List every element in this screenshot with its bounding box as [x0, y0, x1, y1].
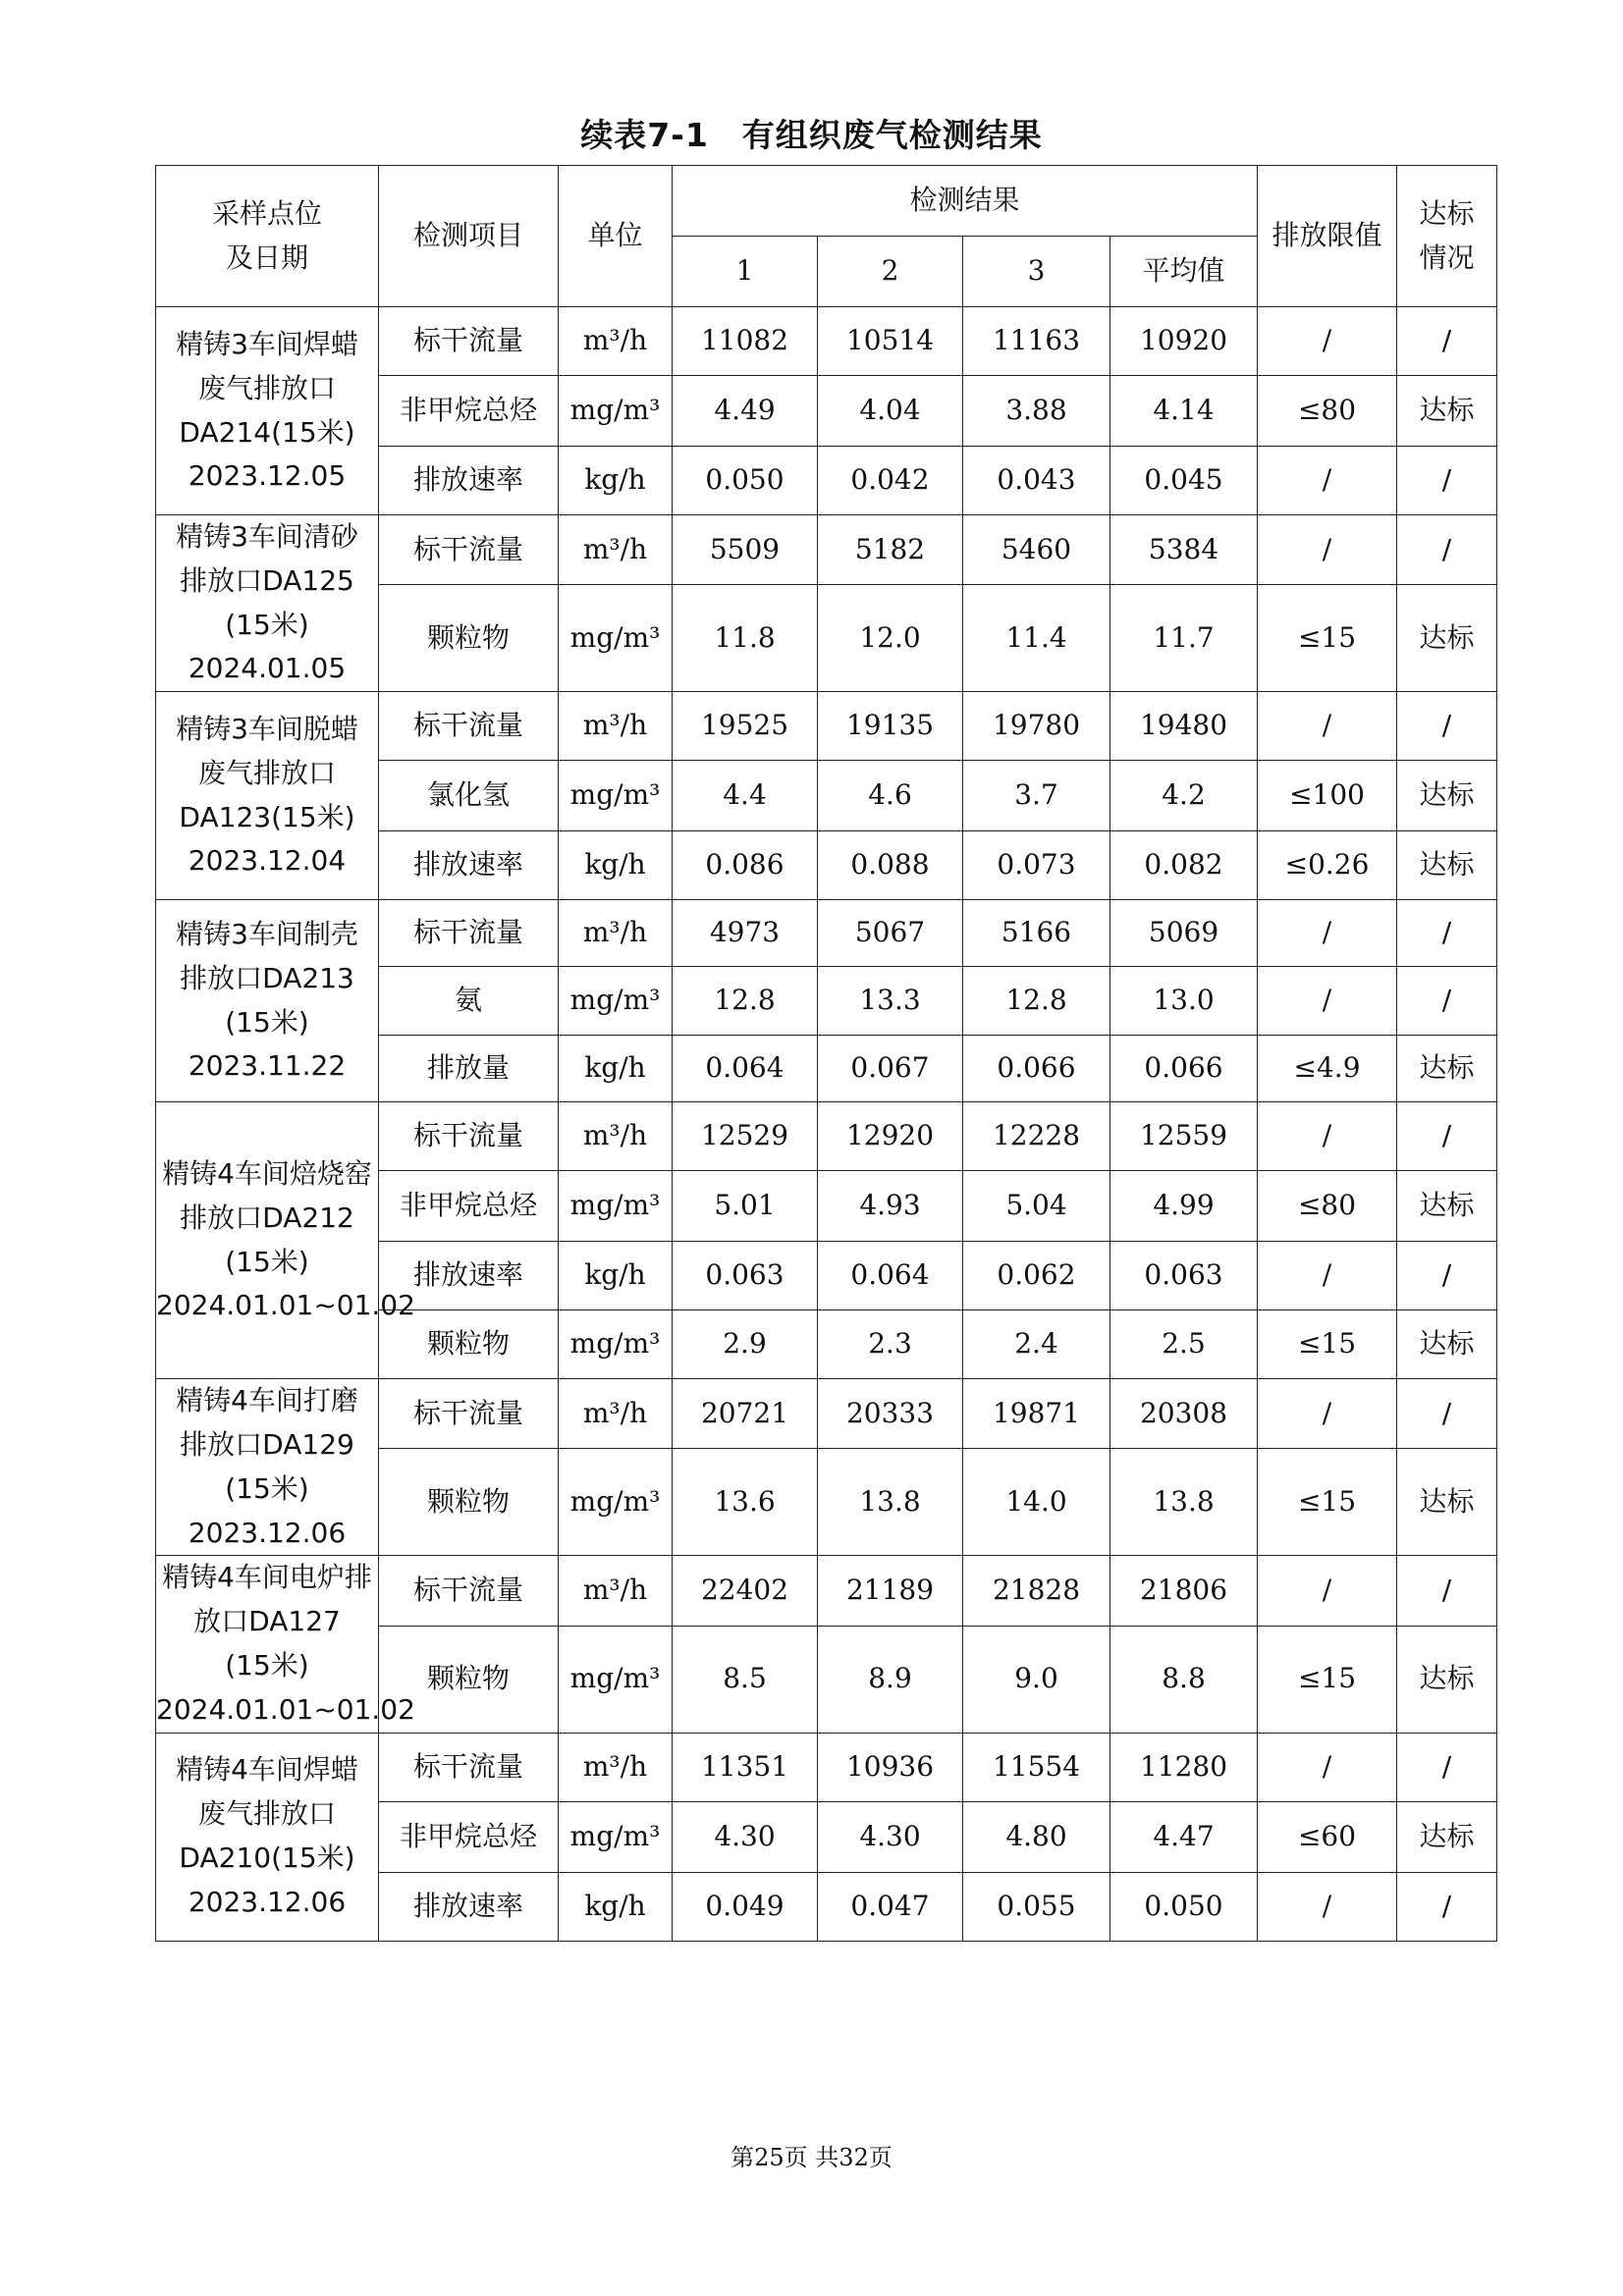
- limit-cell: ≤15: [1258, 585, 1397, 692]
- average-cell: 10920: [1110, 307, 1258, 376]
- status-cell: 达标: [1397, 831, 1497, 900]
- location-line: 废气排放口: [197, 1797, 336, 1831]
- value-cell-2: 12920: [818, 1102, 963, 1171]
- value-cell-3: 19871: [963, 1379, 1110, 1449]
- limit-cell: /: [1258, 900, 1397, 967]
- header-results: 检测结果: [673, 166, 1258, 237]
- item-cell: 标干流量: [379, 515, 559, 585]
- header-status-line1: 达标: [1419, 196, 1475, 230]
- page-title: 续表7-1 有组织废气检测结果: [580, 116, 1043, 154]
- status-cell: /: [1397, 900, 1497, 967]
- location-line: (15米): [225, 1245, 309, 1278]
- value-cell-2: 4.6: [818, 761, 963, 831]
- limit-cell: ≤80: [1258, 376, 1397, 447]
- location-line: 精铸4车间打磨: [176, 1384, 358, 1417]
- value-cell-3: 3.7: [963, 761, 1110, 831]
- status-cell: /: [1397, 447, 1497, 515]
- unit-cell: mg/m³: [559, 761, 673, 831]
- value-cell-1: 4.30: [673, 1801, 818, 1872]
- value-cell-1: 0.049: [673, 1872, 818, 1941]
- unit-cell: kg/h: [559, 1242, 673, 1310]
- value-cell-3: 4.80: [963, 1801, 1110, 1872]
- item-cell: 排放速率: [379, 831, 559, 900]
- header-unit: 单位: [559, 166, 673, 307]
- value-cell-3: 11.4: [963, 585, 1110, 692]
- sampling-location-cell: [156, 692, 379, 900]
- value-cell-3: 5166: [963, 900, 1110, 967]
- unit-cell: mg/m³: [559, 1310, 673, 1379]
- limit-cell: /: [1258, 1102, 1397, 1171]
- limit-cell: ≤15: [1258, 1310, 1397, 1379]
- value-cell-3: 11163: [963, 307, 1110, 376]
- location-line: 放口DA127: [193, 1605, 341, 1638]
- unit-cell: m³/h: [559, 692, 673, 761]
- location-line: DA210(15米): [179, 1842, 355, 1875]
- item-cell: 非甲烷总烃: [379, 1801, 559, 1872]
- value-cell-2: 5067: [818, 900, 963, 967]
- header-sample-point-line2: 及日期: [225, 240, 308, 274]
- unit-cell: mg/m³: [559, 1449, 673, 1556]
- unit-cell: mg/m³: [559, 967, 673, 1036]
- item-cell: 标干流量: [379, 1733, 559, 1801]
- sampling-location-cell: [156, 1102, 415, 1379]
- location-line: 2024.01.01~01.02: [156, 1692, 415, 1726]
- status-cell: 达标: [1397, 761, 1497, 831]
- location-line: 2024.01.01~01.02: [156, 1289, 415, 1322]
- value-cell-1: 11.8: [673, 585, 818, 692]
- value-cell-3: 0.073: [963, 831, 1110, 900]
- table-row: [156, 900, 1497, 967]
- value-cell-3: 14.0: [963, 1449, 1110, 1556]
- unit-cell: kg/h: [559, 447, 673, 515]
- average-cell: 19480: [1110, 692, 1258, 761]
- value-cell-1: 0.063: [673, 1242, 818, 1310]
- value-cell-3: 11554: [963, 1733, 1110, 1801]
- table-header: [156, 166, 1497, 307]
- item-cell: 颗粒物: [379, 1626, 559, 1733]
- value-cell-3: 3.88: [963, 376, 1110, 447]
- item-cell: 排放量: [379, 1036, 559, 1102]
- unit-cell: m³/h: [559, 307, 673, 376]
- item-cell: 排放速率: [379, 1242, 559, 1310]
- header-avg: 平均值: [1110, 237, 1258, 307]
- limit-cell: ≤15: [1258, 1449, 1397, 1556]
- value-cell-1: 11082: [673, 307, 818, 376]
- average-cell: 4.99: [1110, 1171, 1258, 1242]
- average-cell: 4.47: [1110, 1801, 1258, 1872]
- value-cell-3: 21828: [963, 1556, 1110, 1626]
- unit-cell: m³/h: [559, 1102, 673, 1171]
- value-cell-1: 4.4: [673, 761, 818, 831]
- page-footer: 第25页 共32页: [730, 2144, 893, 2171]
- location-line: 排放口DA212: [180, 1201, 354, 1234]
- value-cell-2: 0.042: [818, 447, 963, 515]
- value-cell-1: 0.064: [673, 1036, 818, 1102]
- item-cell: 颗粒物: [379, 1449, 559, 1556]
- average-cell: 21806: [1110, 1556, 1258, 1626]
- average-cell: 4.2: [1110, 761, 1258, 831]
- value-cell-3: 2.4: [963, 1310, 1110, 1379]
- unit-cell: mg/m³: [559, 376, 673, 447]
- unit-cell: mg/m³: [559, 585, 673, 692]
- value-cell-1: 5509: [673, 515, 818, 585]
- item-cell: 非甲烷总烃: [379, 376, 559, 447]
- sampling-location-cell: [156, 1556, 415, 1733]
- unit-cell: m³/h: [559, 900, 673, 967]
- location-line: (15米): [225, 608, 309, 641]
- location-line: 2023.11.22: [188, 1049, 347, 1083]
- location-line: 排放口DA125: [180, 563, 354, 597]
- limit-cell: /: [1258, 307, 1397, 376]
- average-cell: 8.8: [1110, 1626, 1258, 1733]
- value-cell-2: 4.30: [818, 1801, 963, 1872]
- item-cell: 氯化氢: [379, 761, 559, 831]
- status-cell: /: [1397, 307, 1497, 376]
- location-line: 精铸3车间脱蜡: [176, 713, 358, 746]
- limit-cell: /: [1258, 1556, 1397, 1626]
- average-cell: 0.082: [1110, 831, 1258, 900]
- table-body: [156, 307, 1497, 1942]
- value-cell-2: 13.3: [818, 967, 963, 1036]
- value-cell-3: 12228: [963, 1102, 1110, 1171]
- average-cell: 11280: [1110, 1733, 1258, 1801]
- header-limit: 排放限值: [1258, 166, 1397, 307]
- location-line: 2024.01.05: [188, 652, 347, 685]
- status-cell: 达标: [1397, 1171, 1497, 1242]
- value-cell-2: 0.064: [818, 1242, 963, 1310]
- sampling-location-cell: [156, 1733, 379, 1941]
- header-col2: 2: [818, 237, 963, 307]
- value-cell-1: 5.01: [673, 1171, 818, 1242]
- value-cell-2: 5182: [818, 515, 963, 585]
- value-cell-1: 13.6: [673, 1449, 818, 1556]
- value-cell-1: 0.086: [673, 831, 818, 900]
- value-cell-3: 0.066: [963, 1036, 1110, 1102]
- sampling-location-cell: [156, 1379, 379, 1556]
- average-cell: 5384: [1110, 515, 1258, 585]
- header-status: [1397, 166, 1497, 307]
- table-row: [156, 307, 1497, 376]
- location-line: 精铸4车间电炉排: [162, 1561, 372, 1594]
- value-cell-1: 4973: [673, 900, 818, 967]
- limit-cell: /: [1258, 515, 1397, 585]
- unit-cell: kg/h: [559, 1872, 673, 1941]
- status-cell: /: [1397, 692, 1497, 761]
- location-line: 2023.12.06: [188, 1885, 347, 1918]
- value-cell-1: 4.49: [673, 376, 818, 447]
- location-line: 2023.12.05: [188, 459, 347, 493]
- limit-cell: /: [1258, 1242, 1397, 1310]
- status-cell: /: [1397, 1102, 1497, 1171]
- value-cell-2: 13.8: [818, 1449, 963, 1556]
- limit-cell: /: [1258, 967, 1397, 1036]
- limit-cell: ≤15: [1258, 1626, 1397, 1733]
- value-cell-3: 5.04: [963, 1171, 1110, 1242]
- item-cell: 颗粒物: [379, 585, 559, 692]
- value-cell-3: 19780: [963, 692, 1110, 761]
- item-cell: 标干流量: [379, 307, 559, 376]
- unit-cell: kg/h: [559, 831, 673, 900]
- value-cell-1: 0.050: [673, 447, 818, 515]
- value-cell-2: 2.3: [818, 1310, 963, 1379]
- header-col3: 3: [963, 237, 1110, 307]
- limit-cell: /: [1258, 692, 1397, 761]
- header-col1: 1: [673, 237, 818, 307]
- unit-cell: m³/h: [559, 515, 673, 585]
- status-cell: 达标: [1397, 1036, 1497, 1102]
- status-cell: /: [1397, 1733, 1497, 1801]
- results-table: [155, 165, 1497, 1942]
- limit-cell: ≤60: [1258, 1801, 1397, 1872]
- location-line: 精铸3车间焊蜡: [176, 327, 358, 360]
- location-line: (15米): [225, 1648, 309, 1682]
- limit-cell: ≤100: [1258, 761, 1397, 831]
- table-row: [156, 1102, 1497, 1171]
- location-line: 排放口DA129: [180, 1427, 354, 1461]
- status-cell: /: [1397, 1242, 1497, 1310]
- value-cell-1: 22402: [673, 1556, 818, 1626]
- average-cell: 2.5: [1110, 1310, 1258, 1379]
- table-row: [156, 515, 1497, 585]
- value-cell-1: 12.8: [673, 967, 818, 1036]
- average-cell: 0.050: [1110, 1872, 1258, 1941]
- status-cell: 达标: [1397, 1626, 1497, 1733]
- value-cell-2: 4.04: [818, 376, 963, 447]
- location-line: 精铸3车间制壳: [176, 918, 358, 951]
- value-cell-1: 8.5: [673, 1626, 818, 1733]
- location-line: (15米): [225, 1471, 309, 1505]
- value-cell-1: 11351: [673, 1733, 818, 1801]
- item-cell: 标干流量: [379, 692, 559, 761]
- unit-cell: m³/h: [559, 1556, 673, 1626]
- status-cell: /: [1397, 1872, 1497, 1941]
- average-cell: 12559: [1110, 1102, 1258, 1171]
- average-cell: 0.063: [1110, 1242, 1258, 1310]
- average-cell: 13.0: [1110, 967, 1258, 1036]
- item-cell: 排放速率: [379, 1872, 559, 1941]
- item-cell: 标干流量: [379, 1379, 559, 1449]
- value-cell-2: 4.93: [818, 1171, 963, 1242]
- value-cell-1: 20721: [673, 1379, 818, 1449]
- value-cell-2: 19135: [818, 692, 963, 761]
- table-row: [156, 1379, 1497, 1449]
- status-cell: 达标: [1397, 1449, 1497, 1556]
- status-cell: /: [1397, 967, 1497, 1036]
- value-cell-2: 0.088: [818, 831, 963, 900]
- unit-cell: mg/m³: [559, 1801, 673, 1872]
- average-cell: 20308: [1110, 1379, 1258, 1449]
- item-cell: 标干流量: [379, 900, 559, 967]
- value-cell-2: 21189: [818, 1556, 963, 1626]
- status-cell: 达标: [1397, 1310, 1497, 1379]
- location-line: DA214(15米): [179, 415, 355, 449]
- location-line: 2023.12.04: [188, 844, 347, 878]
- value-cell-2: 10936: [818, 1733, 963, 1801]
- header-status-line2: 情况: [1419, 240, 1475, 274]
- location-line: 排放口DA213: [180, 961, 354, 994]
- item-cell: 氨: [379, 967, 559, 1036]
- header-sample-point-line1: 采样点位: [211, 196, 322, 230]
- value-cell-1: 2.9: [673, 1310, 818, 1379]
- item-cell: 标干流量: [379, 1556, 559, 1626]
- limit-cell: ≤80: [1258, 1171, 1397, 1242]
- value-cell-3: 9.0: [963, 1626, 1110, 1733]
- value-cell-2: 8.9: [818, 1626, 963, 1733]
- location-line: 精铸4车间焊蜡: [176, 1753, 358, 1787]
- table-row: [156, 1556, 1497, 1626]
- average-cell: 4.14: [1110, 376, 1258, 447]
- unit-cell: m³/h: [559, 1379, 673, 1449]
- average-cell: 13.8: [1110, 1449, 1258, 1556]
- value-cell-2: 10514: [818, 307, 963, 376]
- limit-cell: /: [1258, 1733, 1397, 1801]
- sampling-location-cell: [156, 515, 379, 692]
- average-cell: 0.066: [1110, 1036, 1258, 1102]
- table-row: [156, 1733, 1497, 1801]
- status-cell: 达标: [1397, 376, 1497, 447]
- sampling-location-cell: [156, 307, 379, 515]
- average-cell: 11.7: [1110, 585, 1258, 692]
- limit-cell: ≤4.9: [1258, 1036, 1397, 1102]
- location-line: (15米): [225, 1005, 309, 1039]
- value-cell-1: 12529: [673, 1102, 818, 1171]
- sampling-location-cell: [156, 900, 379, 1102]
- item-cell: 排放速率: [379, 447, 559, 515]
- value-cell-3: 12.8: [963, 967, 1110, 1036]
- limit-cell: /: [1258, 1872, 1397, 1941]
- status-cell: /: [1397, 515, 1497, 585]
- header-sample-point: [156, 166, 379, 307]
- item-cell: 非甲烷总烃: [379, 1171, 559, 1242]
- location-line: 废气排放口: [197, 756, 336, 789]
- value-cell-3: 5460: [963, 515, 1110, 585]
- average-cell: 5069: [1110, 900, 1258, 967]
- status-cell: 达标: [1397, 1801, 1497, 1872]
- location-line: 2023.12.06: [188, 1516, 347, 1549]
- location-line: 废气排放口: [197, 371, 336, 404]
- unit-cell: mg/m³: [559, 1626, 673, 1733]
- limit-cell: ≤0.26: [1258, 831, 1397, 900]
- value-cell-1: 19525: [673, 692, 818, 761]
- location-line: 精铸4车间焙烧窑: [162, 1157, 372, 1191]
- limit-cell: /: [1258, 1379, 1397, 1449]
- unit-cell: m³/h: [559, 1733, 673, 1801]
- table-row: [156, 692, 1497, 761]
- item-cell: 标干流量: [379, 1102, 559, 1171]
- unit-cell: mg/m³: [559, 1171, 673, 1242]
- header-item: 检测项目: [379, 166, 559, 307]
- item-cell: 颗粒物: [379, 1310, 559, 1379]
- location-line: DA123(15米): [179, 800, 355, 833]
- unit-cell: kg/h: [559, 1036, 673, 1102]
- value-cell-2: 0.047: [818, 1872, 963, 1941]
- status-cell: 达标: [1397, 585, 1497, 692]
- location-line: 精铸3车间清砂: [176, 520, 358, 553]
- average-cell: 0.045: [1110, 447, 1258, 515]
- value-cell-2: 12.0: [818, 585, 963, 692]
- value-cell-2: 0.067: [818, 1036, 963, 1102]
- limit-cell: /: [1258, 447, 1397, 515]
- value-cell-3: 0.043: [963, 447, 1110, 515]
- status-cell: /: [1397, 1556, 1497, 1626]
- value-cell-2: 20333: [818, 1379, 963, 1449]
- status-cell: /: [1397, 1379, 1497, 1449]
- value-cell-3: 0.062: [963, 1242, 1110, 1310]
- value-cell-3: 0.055: [963, 1872, 1110, 1941]
